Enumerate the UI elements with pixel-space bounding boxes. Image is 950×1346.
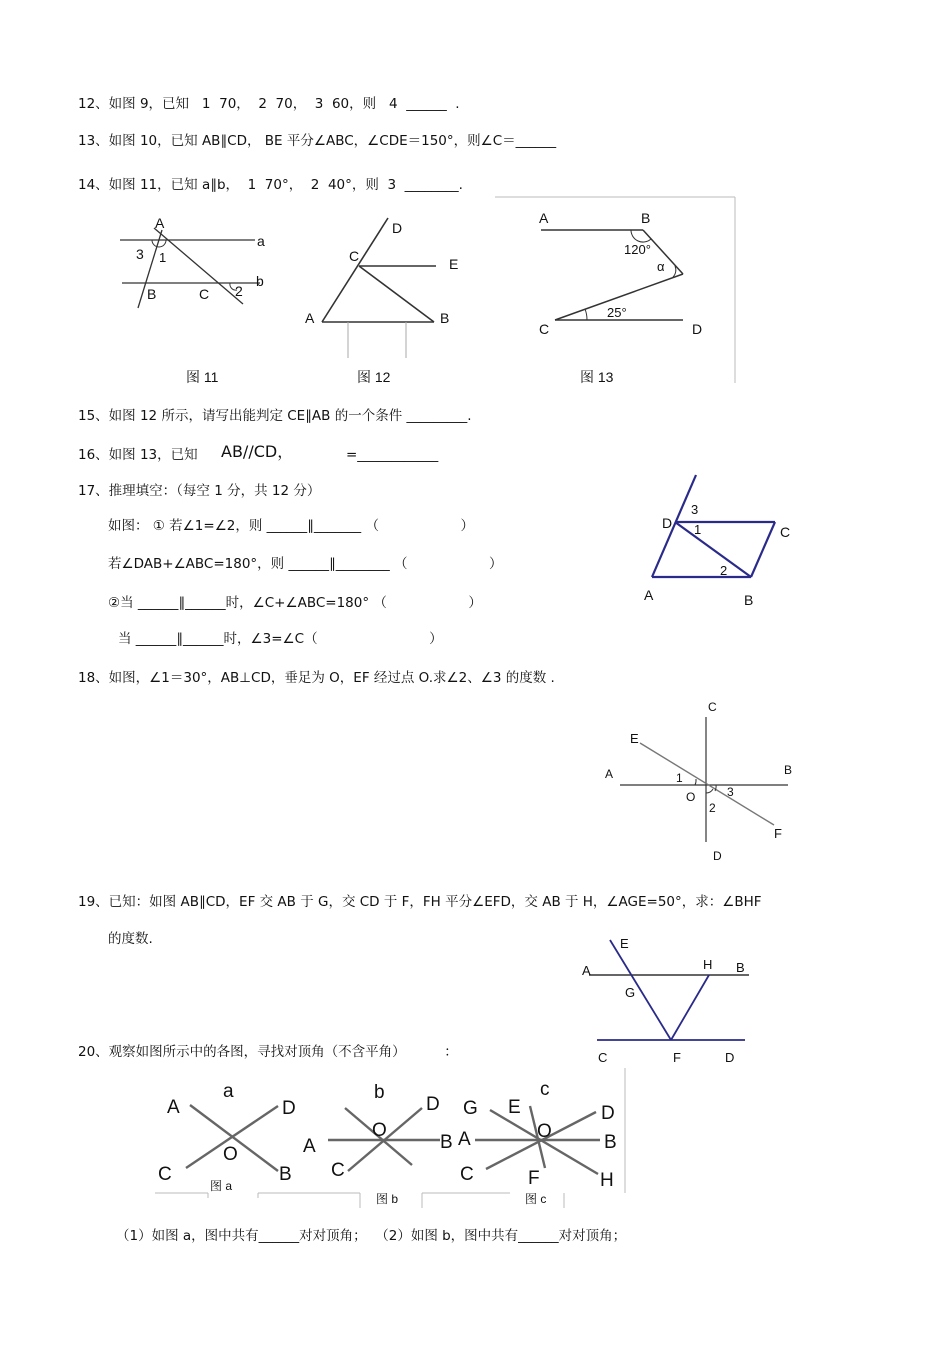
figure-20b [303,1082,453,1206]
fig17-label-1: 1 [694,522,702,537]
fig17-label-C: C [780,524,791,540]
figure-19 [575,932,765,1072]
question-19-line2: 的度数. [108,931,153,947]
fig20c-caption: 图 c [525,1192,547,1206]
fig20c-label-O: O [537,1121,552,1142]
question-16-relation: AB//CD， [221,442,294,461]
fig12-label-C: C [349,248,360,264]
question-18: 18、如图，∠1＝30°，AB⊥CD，垂足为 O，EF 经过点 O.求∠2、∠3 的度数 . [78,670,555,686]
fig11-label-3: 3 [136,246,144,262]
fig20c-label-F: F [528,1168,540,1189]
fig17-label-A: A [644,587,654,603]
fig20b-label-B: B [440,1132,453,1153]
fig19-label-C: C [598,1050,608,1065]
fig12-label-E: E [449,256,459,272]
question-13: 13、如图 10，已知 AB∥CD， BE 平分∠ABC，∠CDE＝150°，则∠C＝______ [78,133,557,149]
fig17-label-2: 2 [720,563,728,578]
fig12-label-D: D [392,220,403,236]
fig20b-caption: 图 b [376,1192,399,1206]
fig20a-caption: 图 a [210,1179,233,1193]
question-15: 15、如图 12 所示，请写出能判定 CE∥AB 的一个条件 _________. [78,408,472,424]
question-20: 20、观察如图所示中的各图，寻找对顶角（不含平角） ： [78,1044,458,1060]
fig13-label-A: A [539,210,549,226]
question-19-line1: 19、已知：如图 AB∥CD，EF 交 AB 于 G，交 CD 于 F，FH 平分∠EFD，交 AB 于 H，∠AGE=50°，求：∠BHF [78,894,762,910]
question-17-line2: 若∠DAB+∠ABC=180°，则 ______∥________ （ ） [108,556,503,572]
fig19-label-H: H [703,957,713,972]
fig18-label-C: C [708,700,717,714]
fig18-label-F: F [774,826,782,841]
fig11-label-b: b [256,273,264,289]
question-12: 12、如图 9，已知 1 70， 2 70， 3 60，则 4 ______ . [78,96,460,112]
question-17-line4: 当 ______∥______时，∠3=∠C（ ） [118,631,443,647]
figure-20c [458,1079,617,1206]
fig13-label-C: C [539,321,550,337]
figure-13 [495,196,740,386]
fig17-label-3: 3 [691,502,699,517]
fig11-label-B: B [147,286,157,302]
fig11-caption: 图 11 [186,369,219,385]
fig20a-label-C: C [158,1164,172,1185]
fig20c-label-E: E [508,1097,521,1118]
figure-12 [300,210,480,395]
fig19-label-G: G [625,985,636,1000]
fig18-label-1: 1 [676,771,683,785]
fig18-label-D: D [713,849,722,863]
fig20c-label-B: B [604,1132,617,1153]
fig19-label-F: F [673,1050,681,1065]
fig20c-label-A: A [458,1129,471,1150]
fig20b-title: b [374,1082,385,1103]
figure-17 [630,475,810,615]
figure-11 [110,208,280,398]
question-16-blank: =____________ [346,447,439,463]
fig19-label-B: B [736,960,745,975]
fig18-label-B: B [784,763,793,777]
figure-20 [150,1068,640,1213]
fig13-caption: 图 13 [580,369,614,385]
fig11-label-a: a [257,233,265,249]
fig18-label-2: 2 [709,801,716,815]
fig17-label-B: B [744,592,754,608]
fig18-label-E: E [630,731,639,746]
question-17-line1: 如图： ① 若∠1=∠2，则 ______∥_______ （ ） [108,518,474,534]
question-17-line3: ②当 ______∥______时，∠C+∠ABC=180° （ ） [108,595,482,611]
question-20-subquestions: （1）如图 a，图中共有______对对顶角； （2）如图 b，图中共有______对对顶角； [116,1228,627,1244]
fig20a-label-D: D [282,1098,296,1119]
figure-20a [158,1081,296,1193]
fig13-label-B: B [641,210,651,226]
fig20c-label-H: H [600,1170,614,1191]
fig20b-label-C: C [331,1160,345,1181]
fig18-label-3: 3 [727,785,734,799]
fig20b-label-A: A [303,1136,316,1157]
question-16-prefix: 16、如图 13，已知 [78,447,198,463]
fig20c-label-D: D [601,1103,615,1124]
fig11-label-2: 2 [235,283,243,299]
fig12-caption: 图 12 [357,369,391,385]
fig12-label-B: B [440,310,450,326]
fig18-label-O: O [686,790,696,804]
fig20b-label-D: D [426,1094,440,1115]
fig19-label-E: E [620,936,629,951]
fig13-label-D: D [692,321,703,337]
fig11-label-1: 1 [159,250,167,265]
fig11-label-C: C [199,286,210,302]
fig20c-title: c [540,1079,550,1100]
fig13-label-alpha: α [657,259,665,274]
figure-18 [600,697,800,867]
fig17-label-D: D [662,515,673,531]
question-14: 14、如图 11，已知 a∥b， 1 70°， 2 40°，则 3 ________. [78,177,463,193]
fig11-label-A: A [155,215,165,231]
question-17-title: 17、推理填空：（每空 1 分，共 12 分） [78,483,321,499]
fig20c-label-G: G [463,1098,478,1119]
fig18-label-A: A [605,767,614,781]
fig13-label-25: 25° [607,305,627,320]
fig20a-label-A: A [167,1097,180,1118]
fig13-label-120: 120° [624,242,651,257]
fig20a-title: a [223,1081,234,1102]
fig20a-label-O: O [223,1144,238,1165]
fig19-label-A: A [582,963,591,978]
fig19-label-D: D [725,1050,735,1065]
fig20a-label-B: B [279,1164,292,1185]
fig20c-label-C: C [460,1164,474,1185]
fig12-label-A: A [305,310,315,326]
fig20b-label-O: O [372,1120,387,1141]
